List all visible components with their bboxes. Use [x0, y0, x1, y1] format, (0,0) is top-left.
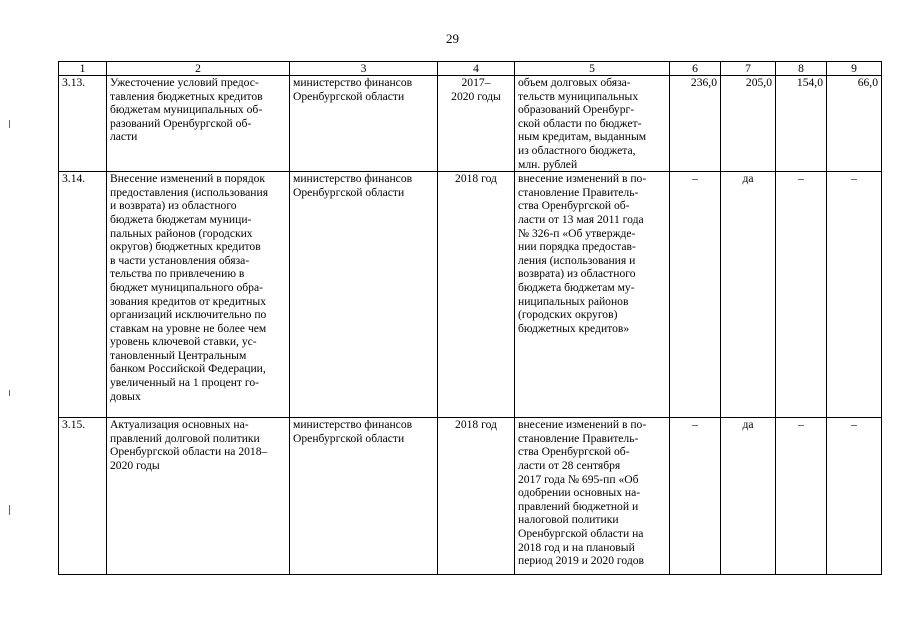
executor-cell: министерство финансов Оренбургской области [290, 76, 438, 172]
row-number: 3.13. [59, 76, 107, 172]
value-cell-7: да [721, 418, 776, 575]
scan-margin-mark [9, 120, 10, 128]
period-cell: 2018 год [438, 418, 515, 575]
scan-margin-mark [9, 505, 10, 515]
table-row [59, 76, 882, 172]
row-number: 3.15. [59, 418, 107, 575]
value-cell-9: – [827, 418, 882, 575]
table-row [59, 418, 882, 575]
value-cell-8: – [776, 418, 827, 575]
indicator-cell: внесение изменений в по- становление Правитель- ства Оренбургской об- ласти от 13 мая 2011 года № 326-п «Об утвержде- нии порядка предостав- ления (использования и возврата) из областного бюджета бюджетам му- ниципальных районов (городских округов) бюджетных кредитов» [515, 172, 670, 418]
value-cell-9: – [827, 172, 882, 418]
measure-cell: Внесение изменений в порядок предоставления (использования и возврата) из областного бюджета бюджетам муници- пальных районов (городских округов) бюджетных кредитов в части установления обяза- тельства по привлечению в бюджет муниципального обра- зования кредитов от кредитных организаций исключительно по ставкам на уровне не более чем уровень ключевой ставки, ус- тановленный Центральным банком Российской Федерации, увеличенный на 1 процент го- довых [107, 172, 290, 418]
value-cell-6: – [670, 418, 721, 575]
executor-cell: министерство финансов Оренбургской области [290, 418, 438, 575]
header-cell: 7 [721, 62, 776, 76]
value-cell-8: 154,0 [776, 76, 827, 172]
executor-cell: министерство финансов Оренбургской области [290, 172, 438, 418]
row-number: 3.14. [59, 172, 107, 418]
header-row [59, 62, 882, 76]
value-cell-7: 205,0 [721, 76, 776, 172]
header-cell: 5 [515, 62, 670, 76]
table-row [59, 172, 882, 418]
period-cell: 2018 год [438, 172, 515, 418]
header-cell: 8 [776, 62, 827, 76]
page-number: 29 [446, 31, 459, 46]
measure-cell: Актуализация основных на- правлений долговой политики Оренбургской области на 2018– 2020 годы [107, 418, 290, 575]
value-cell-7: да [721, 172, 776, 418]
header-cell: 4 [438, 62, 515, 76]
value-cell-8: – [776, 172, 827, 418]
header-cell: 9 [827, 62, 882, 76]
value-cell-6: 236,0 [670, 76, 721, 172]
indicator-cell: внесение изменений в по- становление Правитель- ства Оренбургской об- ласти от 28 сентября 2017 года № 695-пп «Об одобрении основных на- правлений бюджетной и налоговой политики Оренбургской области на 2018 год и на плановый период 2019 и 2020 годов [515, 418, 670, 575]
value-cell-6: – [670, 172, 721, 418]
measures-table [58, 61, 882, 575]
measure-cell: Ужесточение условий предос- тавления бюджетных кредитов бюджетам муниципальных об- разований Оренбургской об- ласти [107, 76, 290, 172]
period-cell: 2017– 2020 годы [438, 76, 515, 172]
header-cell: 6 [670, 62, 721, 76]
scan-margin-mark [9, 390, 10, 396]
header-cell: 1 [59, 62, 107, 76]
indicator-cell: объем долговых обяза- тельств муниципальных образований Оренбург- ской области по бюджет- ным кредитам, выданным из областного бюджета, млн. рублей [515, 76, 670, 172]
header-cell: 2 [107, 62, 290, 76]
header-cell: 3 [290, 62, 438, 76]
value-cell-9: 66,0 [827, 76, 882, 172]
